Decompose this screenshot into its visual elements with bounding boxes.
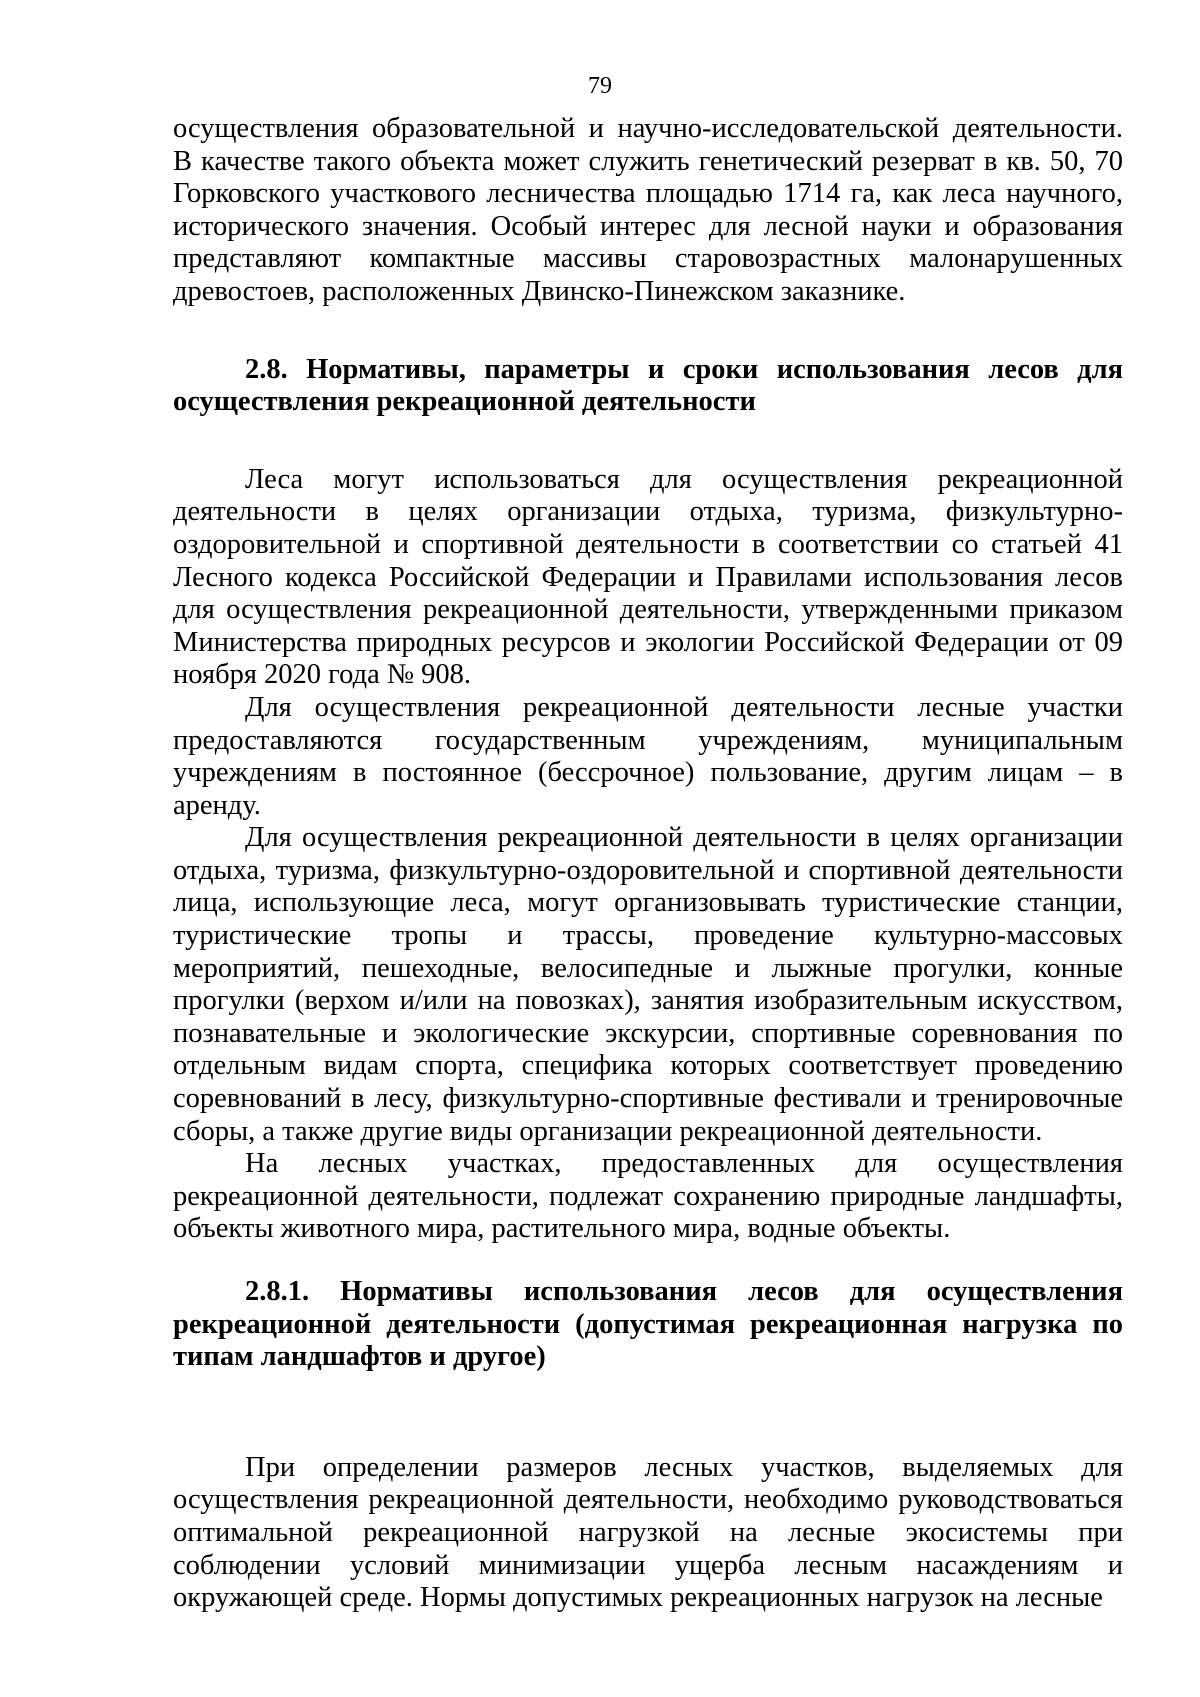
paragraph-preservation: На лесных участках, предоставленных для осуществления рекреационной деятельности, подлежат сохранению природные ландшафты, объекты животного мира, растительного мира, водные объекты. bbox=[173, 1148, 1123, 1245]
section-heading-2-8-1: 2.8.1. Нормативы использования лесов для осуществления рекреационной деятельности (допустимая рекреационная нагрузка по типам ландшафтов и другое) bbox=[173, 1276, 1123, 1373]
paragraph-recreation-usage: Леса могут использоваться для осуществления рекреационной деятельности в целях организации отдыха, туризма, физкультурно-оздоровительной и спортивной деятельности в соответствии со статьей 41 Лесного кодекса Российской Федерации и Правилами использования лесов для осуществления рекреационной деятельности, утвержденными приказом Министерства природных ресурсов и экологии Российской Федерации от 09 ноября 2020 года № 908. bbox=[173, 463, 1123, 691]
paragraph-load-norms: При определении размеров лесных участков, выделяемых для осуществления рекреационной деятельности, необходимо руководствоваться оптимальной рекреационной нагрузкой на лесные экосистемы при соблюдении условий минимизации ущерба лесным насаждениям и окружающей среде. Нормы допустимых рекреационных нагрузок на лесные bbox=[173, 1451, 1123, 1614]
paragraph-recreation-activities: Для осуществления рекреационной деятельности в целях организации отдыха, туризма, физкультурно-оздоровительной и спортивной деятельности лица, использующие леса, могут организовывать туристические станции, туристические тропы и трассы, проведение культурно-массовых мероприятий, пешеходные, велосипедные и лыжные прогулки, конные прогулки (верхом и/или на повозках), занятия изобразительным искусством, познавательные и экологические экскурсии, спортивные соревнования по отдельным видам спорта, специфика которых соответствует проведению соревнований в лесу, физкультурно-спортивные фестивали и тренировочные сборы, а также другие виды организации рекреационной деятельности. bbox=[173, 822, 1123, 1147]
page-number: 79 bbox=[588, 73, 612, 99]
paragraph-plot-provision: Для осуществления рекреационной деятельности лесные участки предоставляются государственным учреждениям, муниципальным учреждениям в постоянное (бессрочное) пользование, другим лицам – в аренду. bbox=[173, 691, 1123, 821]
paragraph-intro-continuation: осуществления образовательной и научно-исследовательской деятельности. В качестве такого объекта может служить генетический резерват в кв. 50, 70 Горковского участкового лесничества площадью 1714 га, как леса научного, исторического значения. Особый интерес для лесной науки и образования представляют компактные массивы старовозрастных малонарушенных древостоев, расположенных Двинско-Пинежском заказнике. bbox=[173, 113, 1123, 307]
page-body bbox=[173, 113, 1123, 1615]
section-heading-2-8: 2.8. Нормативы, параметры и сроки использования лесов для осуществления рекреационной деятельности bbox=[173, 353, 1123, 418]
